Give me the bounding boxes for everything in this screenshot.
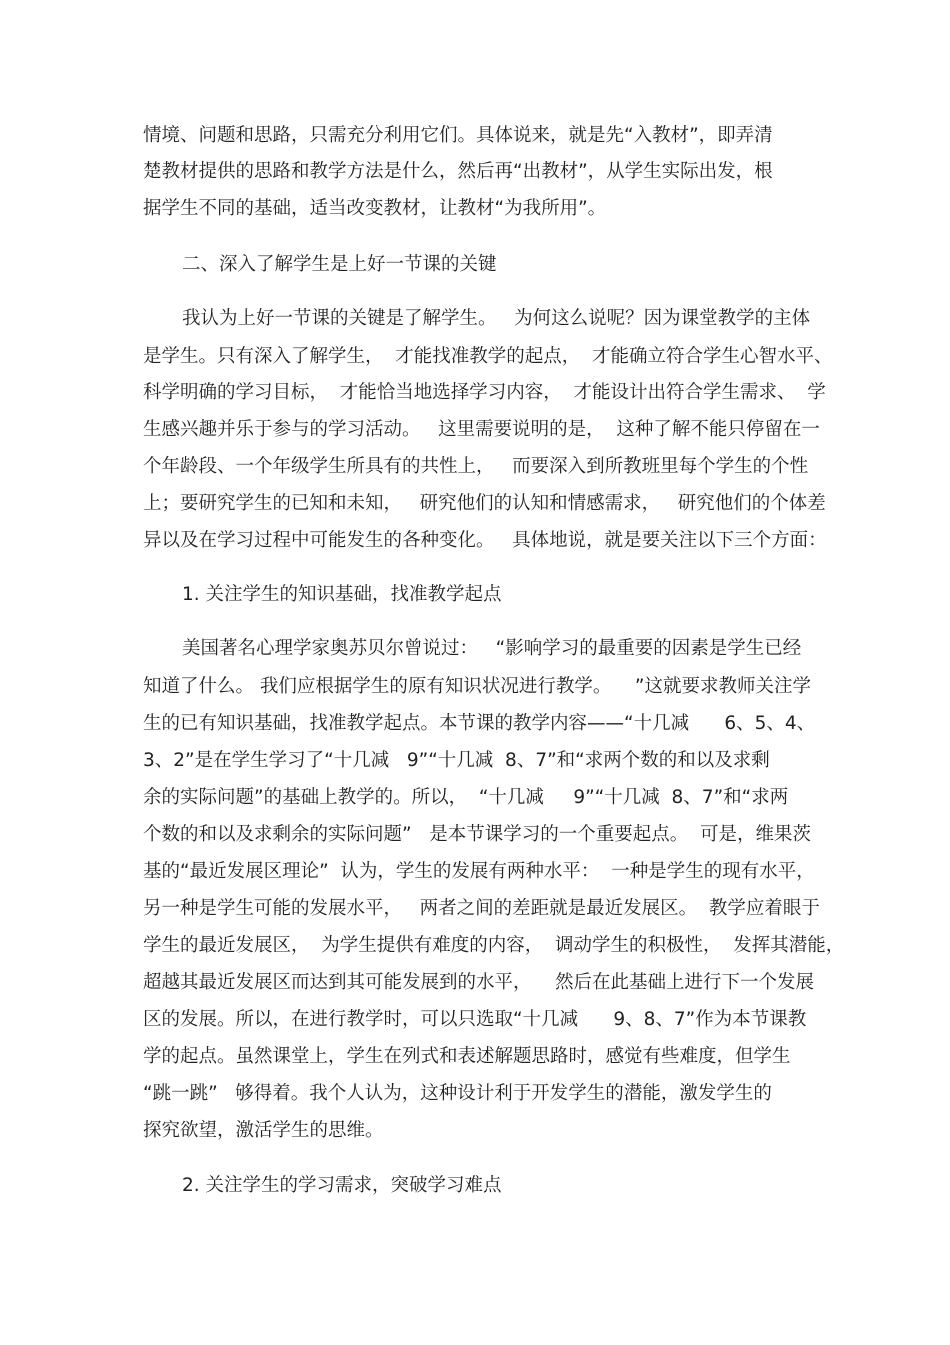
section-heading: 二、深入了解学生是上好一节课的关键 <box>182 254 497 275</box>
paragraph-line: 据学生不同的基础，适当改变教材，让教材“为我所用”。 <box>143 198 607 219</box>
subsection-heading: 2. 关注学生的学习需求，突破学习难点 <box>182 1175 502 1196</box>
paragraph-line: 知道了什么。 我们应根据学生的原有知识状况进行教学。 ”这就要求教师关注学 <box>143 676 811 697</box>
paragraph-line: 3、2”是在学生学习了“十几减 9”“十几减 8、7”和“求两个数的和以及求剩 <box>143 750 770 771</box>
paragraph-line: 美国著名心理学家奥苏贝尔曾说过： “影响学习的最重要的因素是学生已经 <box>182 638 802 659</box>
paragraph-line: “跳一跳” 够得着。我个人认为，这种设计利于开发学生的潜能，激发学生的 <box>143 1083 772 1104</box>
paragraph-line: 个年龄段、一个年级学生所具有的共性上， 而要深入到所教班里每个学生的个性 <box>143 456 809 477</box>
paragraph-line: 科学明确的学习目标， 才能恰当地选择学习内容， 才能设计出符合学生需求、 学 <box>143 382 826 403</box>
paragraph-line: 上；要研究学生的已知和未知， 研究他们的认知和情感需求， 研究他们的个体差 <box>143 493 826 514</box>
paragraph-line: 学生的最近发展区， 为学生提供有难度的内容， 调动学生的积极性， 发挥其潜能， <box>143 935 845 956</box>
paragraph-line: 超越其最近发展区而达到其可能发展到的水平， 然后在此基础上进行下一个发展 <box>143 972 815 993</box>
paragraph-line: 是学生。只有深入了解学生， 才能找准教学的起点， 才能确立符合学生心智水平、 <box>143 346 833 367</box>
paragraph-line: 探究欲望，激活学生的思维。 <box>143 1120 384 1141</box>
paragraph-line: 基的“最近发展区理论” 认为，学生的发展有两种水平： 一种是学生的现有水平， <box>143 861 815 882</box>
paragraph-line: 楚教材提供的思路和教学方法是什么，然后再“出教材”，从学生实际出发，根 <box>143 161 773 182</box>
subsection-heading: 1. 关注学生的知识基础，找准教学起点 <box>182 584 502 605</box>
paragraph-line: 生的已有知识基础，找准教学起点。本节课的教学内容——“十几减 6、5、4、 <box>143 713 816 734</box>
paragraph-line: 区的发展。所以，在进行教学时，可以只选取“十几减 9、8、7”作为本节课教 <box>143 1009 807 1030</box>
paragraph-line: 学的起点。虽然课堂上，学生在列式和表述解题思路时，感觉有些难度，但学生 <box>143 1046 791 1067</box>
paragraph-line: 异以及在学习过程中可能发生的各种变化。 具体地说，就是要关注以下三个方面： <box>143 530 827 551</box>
paragraph-line: 余的实际问题”的基础上教学的。所以， “十几减 9”“十几减 8、7”和“求两 <box>143 787 789 808</box>
paragraph-line: 个数的和以及求剩余的实际问题” 是本节课学习的一个重要起点。 可是，维果茨 <box>143 824 811 845</box>
paragraph-line: 另一种是学生可能的发展水平， 两者之间的差距就是最近发展区。 教学应着眼于 <box>143 898 820 919</box>
paragraph-line: 情境、问题和思路，只需充分利用它们。具体说来，就是先“入教材”，即弄清 <box>143 125 773 146</box>
paragraph-line: 生感兴趣并乐于参与的学习活动。 这里需要说明的是， 这种了解不能只停留在一 <box>143 419 820 440</box>
paragraph-line: 我认为上好一节课的关键是了解学生。 为何这么说呢？因为课堂教学的主体 <box>182 308 811 329</box>
